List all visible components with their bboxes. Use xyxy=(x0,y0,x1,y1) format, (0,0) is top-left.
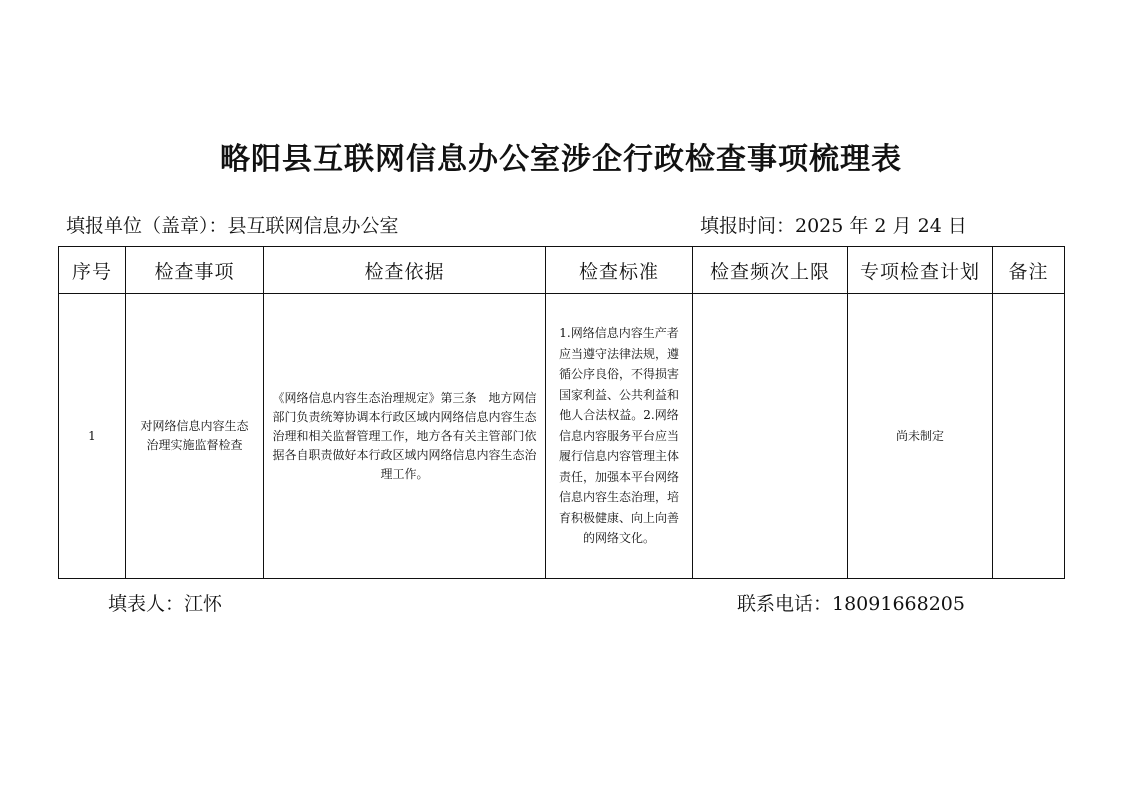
column-header-plan: 专项检查计划 xyxy=(848,247,993,294)
column-header-no: 序号 xyxy=(59,247,126,294)
contact-phone: 联系电话：18091668205 xyxy=(737,593,965,615)
cell-standard xyxy=(546,294,693,579)
reporting-date: 填报时间：2025 年 2 月 24 日 xyxy=(700,215,967,237)
cell-standard-text: 1.网络信息内容生产者应当遵守法律法规，遵循公序良俗，不得损害国家利益、公共利益和他人合法权益。2.网络信息内容服务平台应当履行信息内容管理主体责任，加强本平台网络信息内容生态治理，培育积极健康、向上向善的网络文化。 xyxy=(558,326,679,546)
cell-remark xyxy=(993,294,1065,579)
cell-basis-text: 《网络信息内容生态治理规定》第三条 地方网信部门负责统筹协调本行政区域内网络信息内容生态治理和相关监督管理工作，地方各有关主管部门依据各自职责做好本行政区域内网络信息内容生态治理工作。 xyxy=(272,390,537,481)
cell-item xyxy=(126,294,264,579)
table-row xyxy=(59,294,1065,579)
column-header-standard: 检查标准 xyxy=(546,247,693,294)
column-header-basis: 检查依据 xyxy=(264,247,546,294)
column-header-item: 检查事项 xyxy=(126,247,264,294)
cell-plan: 尚未制定 xyxy=(848,294,993,579)
inspection-table xyxy=(58,246,1065,579)
reporting-unit: 填报单位（盖章）：县互联网信息办公室 xyxy=(66,215,399,237)
cell-basis xyxy=(264,294,546,579)
column-header-frequency: 检查频次上限 xyxy=(693,247,848,294)
page-title: 略阳县互联网信息办公室涉企行政检查事项梳理表 xyxy=(220,142,902,177)
column-header-remark: 备注 xyxy=(993,247,1065,294)
form-filler: 填表人：江怀 xyxy=(108,593,223,615)
table-header-row xyxy=(59,247,1065,294)
cell-no: 1 xyxy=(59,294,126,579)
cell-item-text: 对网络信息内容生态治理实施监督检查 xyxy=(140,419,249,452)
cell-frequency xyxy=(693,294,848,579)
